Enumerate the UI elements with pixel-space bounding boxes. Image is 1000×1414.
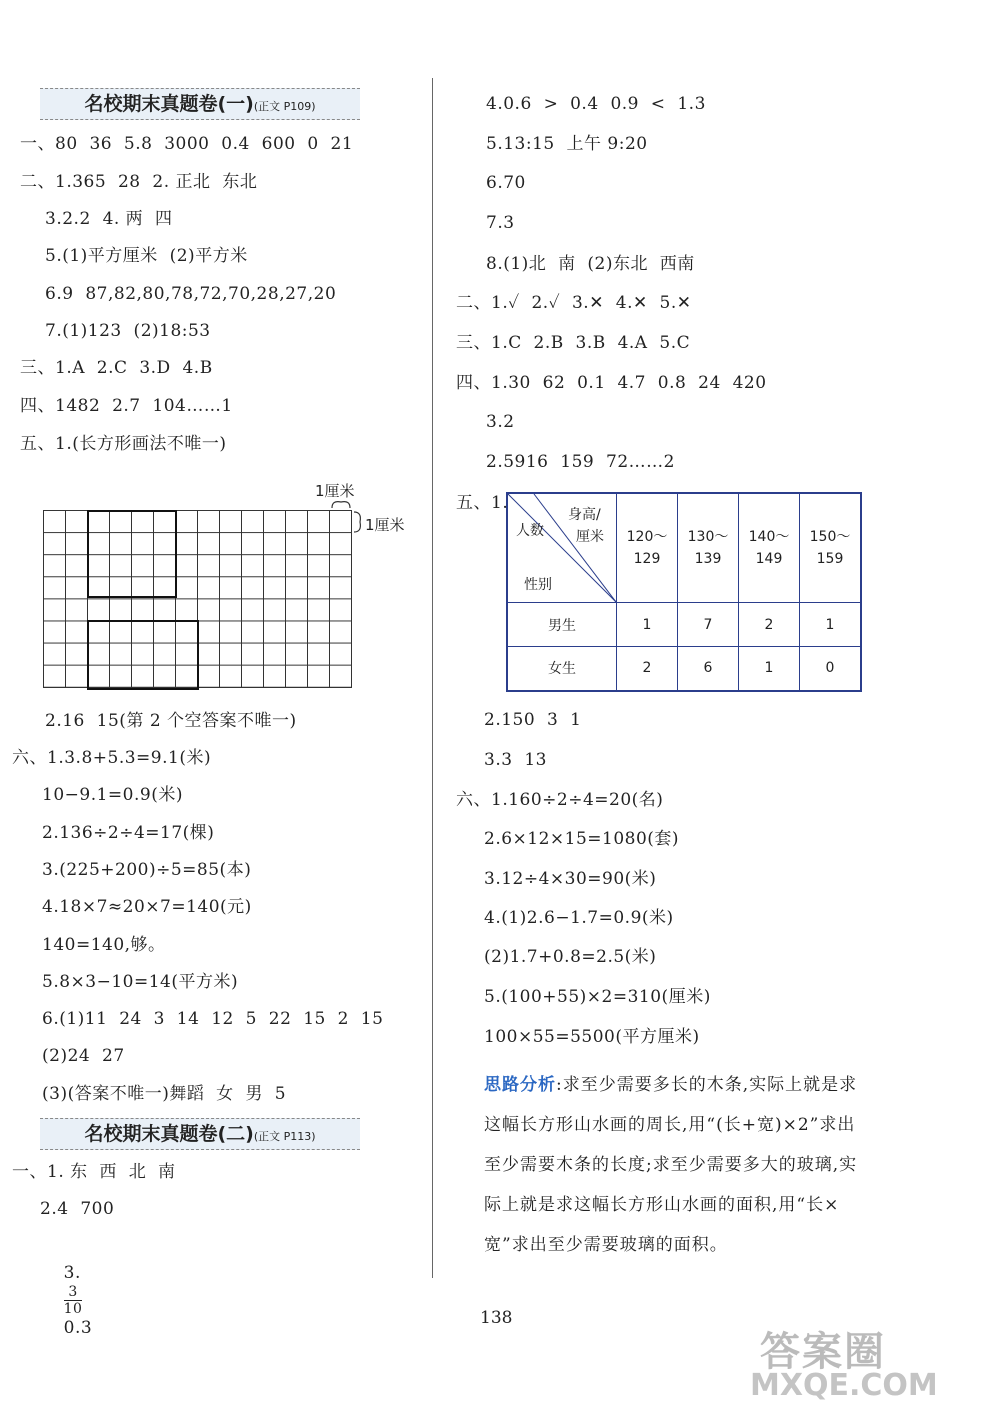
answer-line: (2)24 27 <box>42 1046 125 1066</box>
table-cell: 7 <box>678 603 739 647</box>
table-corner-cell <box>507 493 617 603</box>
answer-line: 5.8×3−10=14(平方米) <box>42 972 239 992</box>
table-row-label: 男生 <box>507 603 617 647</box>
answer-line: (3)(答案不唯一)舞蹈 女 男 5 <box>42 1084 287 1104</box>
answer-line: 2.6×12×15=1080(套) <box>484 829 680 849</box>
answer-line: 5.(1)平方厘米 (2)平方米 <box>45 246 248 266</box>
answer-line: 六、1.160÷2÷4=20(名) <box>456 790 664 810</box>
analysis-text: :求至少需要多长的木条,实际上就是求这幅长方形山水画的周长,用“(长+宽)×2”求出至少需要木条的长度;求至少需要多大的玻璃,实际上就是求这幅长方形山水画的面积,用“长×宽”求出至少需要玻璃的面积。 <box>484 1075 858 1255</box>
table-cell: 6 <box>678 647 739 691</box>
answer-line: 4.(1)2.6−1.7=0.9(米) <box>484 908 674 928</box>
answer-line: 4.0.6 > 0.4 0.9 < 1.3 <box>486 94 706 114</box>
answer-line: 10−9.1=0.9(米) <box>42 785 183 805</box>
answer-line: 三、1.A 2.C 3.D 4.B <box>20 358 213 378</box>
table-row-label: 女生 <box>507 647 617 691</box>
item-number: 3. <box>63 1263 81 1283</box>
section-ref: (正文 P113) <box>253 1130 316 1143</box>
answer-line: 四、1.30 62 0.1 4.7 0.8 24 420 <box>456 373 767 393</box>
page-number: 138 <box>480 1308 513 1328</box>
table-cell: 1 <box>617 603 678 647</box>
answer-line: 三、1.C 2.B 3.B 4.A 5.C <box>456 333 691 353</box>
answer-line: 5.13:15 上午 9:20 <box>486 134 648 154</box>
answer-line: 8.(1)北 南 (2)东北 西南 <box>486 254 695 274</box>
rectangle-drawing <box>87 620 199 690</box>
watermark-logo: 答案圈 <box>760 1329 886 1375</box>
table-cell: 2 <box>739 603 800 647</box>
answer-line: 4.18×7≈20×7=140(元) <box>42 897 252 917</box>
answer-line: 3.(225+200)÷5=85(本) <box>42 860 252 880</box>
table-cell: 1 <box>739 647 800 691</box>
answer-line: 2.16 15(第 2 个空答案不唯一) <box>45 711 297 731</box>
answer-line: 2.4 700 <box>40 1199 115 1219</box>
corner-gender-label: 性别 <box>524 577 552 593</box>
answer-line: (2)1.7+0.8=2.5(米) <box>484 947 657 967</box>
answer-line: 四、1482 2.7 104……1 <box>20 396 233 416</box>
answer-line: 7.3 <box>486 213 515 233</box>
analysis-paragraph <box>484 1065 859 1265</box>
answer-line: 六、1.3.8+5.3=9.1(米) <box>12 748 212 768</box>
answer-line: 2.150 3 1 <box>484 710 582 730</box>
section-title: 名校期末真题卷(二) <box>84 1123 254 1145</box>
answer-line: 100×55=5500(平方厘米) <box>484 1027 700 1047</box>
watermark-url: MXQE.COM <box>750 1368 938 1403</box>
section-heading-1 <box>40 88 360 120</box>
answer-line: 6.(1)11 24 3 14 12 5 22 15 2 15 <box>42 1009 384 1029</box>
section-heading-2 <box>40 1118 360 1150</box>
answer-line: 2.136÷2÷4=17(棵) <box>42 823 215 843</box>
corner-cm-label: 厘米 <box>576 529 604 545</box>
height-table <box>506 492 862 692</box>
answer-line: 一、1. 东 西 北 南 <box>12 1162 176 1182</box>
answer-value: 0.3 <box>63 1318 93 1338</box>
section-ref: (正文 P109) <box>253 100 316 113</box>
section-title: 名校期末真题卷(一) <box>84 93 254 115</box>
answer-line-fraction <box>40 1240 92 1361</box>
table-cell: 0 <box>800 647 862 691</box>
answer-line: 一、80 36 5.8 3000 0.4 600 0 21 <box>20 134 354 154</box>
answer-line: 二、1.✓ 2.✓ 3.✕ 4.✕ 5.✕ <box>456 293 692 313</box>
table-header-cell: 120～ 129 <box>617 493 678 603</box>
answer-line: 二、1.365 28 2. 正北 东北 <box>20 172 258 192</box>
corner-count-label: 人数 <box>516 523 544 539</box>
answer-line: 3.3 13 <box>484 750 547 770</box>
fraction-numerator: 3 <box>64 1284 83 1301</box>
answer-line: 3.12÷4×30=90(米) <box>484 869 657 889</box>
grid-label-right: 1厘米 <box>365 516 405 534</box>
answer-line: 2.5916 159 72……2 <box>486 452 675 472</box>
answer-line: 五、1.(长方形画法不唯一) <box>20 434 227 454</box>
table-cell: 2 <box>617 647 678 691</box>
table-header-cell: 140～ 149 <box>739 493 800 603</box>
fraction <box>64 1284 83 1317</box>
answer-line: 五、1. <box>456 493 509 513</box>
table-header-cell: 130～ 139 <box>678 493 739 603</box>
answer-line: 3.2.2 4. 两 四 <box>45 209 173 229</box>
table-cell: 1 <box>800 603 862 647</box>
answer-line: 7.(1)123 (2)18:53 <box>45 321 211 341</box>
answer-line: 6.9 87,82,80,78,72,70,28,27,20 <box>45 284 337 304</box>
analysis-label: 思路分析 <box>484 1075 556 1095</box>
column-divider <box>432 78 433 1278</box>
answer-line: 3.2 <box>486 412 515 432</box>
fraction-denominator: 10 <box>63 1301 83 1317</box>
table-header-cell: 150～ 159 <box>800 493 862 603</box>
rectangle-drawing <box>87 510 177 598</box>
answer-line: 5.(100+55)×2=310(厘米) <box>484 987 711 1007</box>
answer-line: 6.70 <box>486 173 526 193</box>
corner-height-label: 身高/ <box>568 507 601 523</box>
grid-label-top: 1厘米 <box>315 482 355 500</box>
answer-line: 140=140,够。 <box>42 935 166 955</box>
